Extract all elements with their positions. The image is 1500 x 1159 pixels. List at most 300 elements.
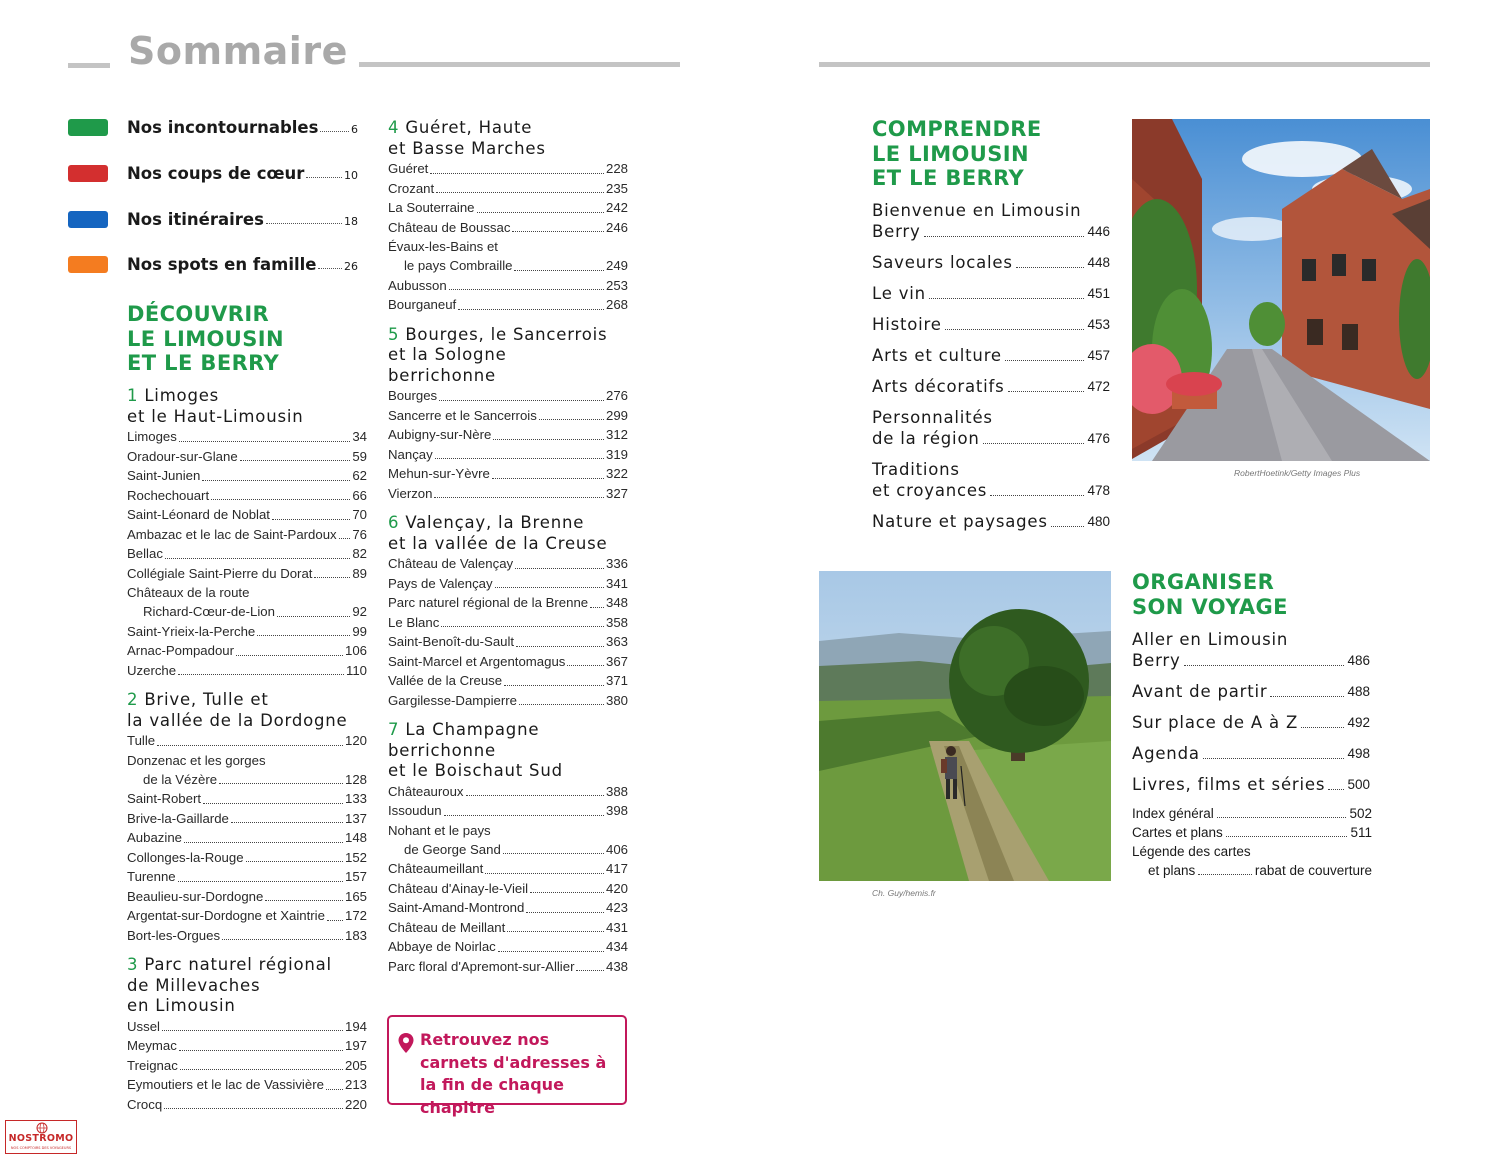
entry-list [388, 782, 628, 977]
leader-dots [1008, 391, 1085, 392]
section-title[interactable] [388, 720, 628, 782]
entry-label: Limoges [127, 429, 177, 444]
entry-page: 70 [352, 507, 367, 522]
entry-page: 492 [1347, 715, 1370, 730]
toc-entry[interactable] [127, 447, 367, 467]
entry-page: 82 [352, 546, 367, 561]
toc-entry[interactable] [127, 486, 367, 506]
leader-dots [590, 607, 604, 608]
toc-entry[interactable] [388, 574, 628, 594]
entry-label: Château de Valençay [388, 556, 514, 571]
toc-entry[interactable] [388, 840, 628, 860]
leader-dots [222, 939, 343, 940]
map-pin-icon [397, 1032, 415, 1054]
toc-entry[interactable] [127, 809, 367, 829]
logo-subtext: NOS COMPTOIRS DES VOYAGEURS [10, 1146, 72, 1150]
entry-list [127, 1017, 367, 1115]
section-title-line: Brive, Tulle et [144, 690, 269, 709]
entry-label: Saveurs locales [872, 253, 1013, 272]
toc-entry[interactable] [127, 926, 367, 946]
leader-dots [512, 231, 604, 232]
entry-page: 431 [605, 919, 628, 935]
leader-dots [179, 1050, 343, 1051]
toc-entry[interactable] [388, 652, 628, 672]
organiser-heading [1132, 570, 1288, 619]
toc-entry[interactable] [127, 622, 367, 642]
entry-label: Pays de Valençay [388, 575, 493, 591]
leader-dots [1226, 836, 1348, 837]
leader-dots [526, 912, 604, 913]
toc-entry-row [1132, 774, 1370, 795]
entry-page: 371 [605, 673, 628, 688]
toc-entry[interactable] [388, 484, 628, 504]
leader-dots [326, 1089, 343, 1090]
entry-label: Mehun-sur-Yèvre [388, 466, 490, 481]
highlight-coups-de-coeur[interactable] [68, 160, 358, 186]
toc-entry[interactable] [872, 314, 1110, 335]
leader-dots [178, 881, 343, 882]
toc-entry[interactable] [127, 731, 367, 751]
section-title[interactable] [127, 955, 367, 1017]
entry-label: Châteaumeillant [388, 861, 484, 876]
entry-page: rabat de couverture [1254, 863, 1372, 878]
entry-label: Richard-Cœur-de-Lion [143, 604, 275, 619]
toc-entry[interactable] [388, 957, 628, 977]
leader-dots [485, 873, 604, 874]
toc-entry[interactable] [388, 671, 628, 691]
organiser-list [1132, 629, 1370, 805]
toc-entry[interactable] [1132, 712, 1370, 733]
toc-entry[interactable] [388, 593, 628, 613]
toc-entry[interactable] [127, 466, 367, 486]
leader-dots [339, 538, 351, 539]
entry-label: Eymoutiers et le lac de Vassivière [127, 1077, 324, 1092]
toc-entry[interactable] [127, 1056, 367, 1076]
leader-dots [495, 587, 604, 588]
section-title-line: berrichonne [388, 740, 496, 760]
toc-entry[interactable] [1132, 823, 1372, 842]
toc-entry[interactable] [127, 1036, 367, 1056]
toc-entry-row [872, 511, 1110, 532]
section-number: 3 [127, 955, 139, 974]
toc-entry[interactable] [1132, 804, 1372, 823]
leader-dots [180, 1069, 343, 1070]
entry-page: 276 [605, 388, 628, 403]
toc-entry[interactable] [388, 691, 628, 711]
toc-entry[interactable] [388, 295, 628, 315]
toc-entry[interactable] [127, 1075, 367, 1095]
entry-list [388, 159, 628, 315]
section-title-line: Valençay, la Brenne [405, 513, 585, 532]
entry-label: Saint-Amand-Montrond [388, 900, 525, 915]
leader-dots [567, 665, 604, 666]
leader-dots [265, 900, 343, 901]
section-title-line: et le Haut-Limousin [127, 406, 304, 426]
toc-entry[interactable] [388, 386, 628, 406]
section-title[interactable] [127, 386, 367, 427]
leader-dots [493, 439, 604, 440]
entry-label: Crozant [388, 180, 435, 196]
toc-entry-row [872, 480, 1110, 501]
entry-page: 34 [352, 429, 367, 444]
section-7 [388, 720, 628, 976]
leader-dots [184, 842, 343, 843]
entry-label: Crocq [127, 1096, 163, 1112]
toc-entry-first-line: Évaux-les-Bains et [388, 239, 498, 254]
toc-entry[interactable] [872, 345, 1110, 366]
section-title[interactable] [388, 118, 628, 159]
section-number: 1 [127, 386, 139, 405]
leader-dots [266, 223, 342, 224]
entry-label: Ambazac et le lac de Saint-Pardoux [127, 526, 337, 542]
entry-page: 172 [344, 908, 367, 923]
toc-entry[interactable] [388, 464, 628, 484]
entry-page: 128 [344, 771, 367, 787]
entry-page: 89 [352, 565, 367, 581]
entry-page: 476 [1087, 431, 1110, 446]
entry-label: Arts décoratifs [872, 377, 1005, 396]
highlight-label: Nos incontournables [127, 117, 319, 137]
toc-entry[interactable] [872, 283, 1110, 304]
entry-label: le pays Combraille [404, 258, 513, 273]
section-4 [388, 118, 628, 315]
toc-entry[interactable] [388, 879, 628, 899]
section-title-line: en Limousin [127, 996, 236, 1015]
leader-dots [983, 443, 1085, 444]
toc-entry[interactable] [388, 406, 628, 426]
entry-page: 246 [605, 219, 628, 235]
leader-dots [514, 270, 604, 271]
toc-entry-row [872, 221, 1110, 242]
toc-entry[interactable] [388, 218, 628, 238]
callout-text: Retrouvez nos carnets d'adresses à la fin de chaque chapitre [420, 1030, 607, 1117]
entry-page: 423 [605, 900, 628, 915]
section-number: 4 [388, 118, 400, 137]
toc-entry[interactable] [872, 511, 1110, 532]
toc-entry[interactable] [388, 613, 628, 633]
heading-line: COMPRENDRE [872, 117, 1042, 141]
entry-page: 157 [344, 869, 367, 884]
entry-page: 59 [352, 448, 367, 464]
leader-dots [277, 616, 350, 617]
toc-entry[interactable] [1132, 681, 1370, 702]
toc-entry[interactable] [388, 179, 628, 199]
highlight-spots-famille[interactable] [68, 251, 358, 277]
toc-entry[interactable] [127, 641, 367, 661]
leader-dots [1301, 727, 1344, 728]
toc-entry[interactable] [127, 867, 367, 887]
entry-page: 66 [352, 487, 367, 503]
toc-entry[interactable] [127, 525, 367, 545]
logo-text: NOSTROMO [8, 1133, 74, 1144]
toc-entry[interactable] [388, 859, 628, 879]
toc-entry[interactable] [388, 801, 628, 821]
entry-page: 488 [1347, 684, 1370, 699]
entry-label: Parc floral d'Apremont-sur-Allier [388, 958, 575, 974]
toc-entry[interactable] [1132, 861, 1372, 880]
toc-entry[interactable] [388, 425, 628, 445]
leader-dots [1016, 267, 1085, 268]
toc-entry[interactable] [388, 554, 628, 574]
section-title[interactable] [127, 690, 367, 731]
toc-entry[interactable] [872, 252, 1110, 273]
highlight-page: 18 [344, 214, 358, 228]
toc-entry[interactable] [127, 906, 367, 926]
toc-entry[interactable] [388, 937, 628, 957]
section-title-line: et Basse Marches [388, 138, 546, 158]
section-title-line: et la Sologne [388, 345, 507, 364]
leader-dots [990, 495, 1084, 496]
entry-label: Berry [1132, 651, 1181, 670]
toc-entry-row [1132, 712, 1370, 733]
section-title-line: La Champagne [405, 720, 540, 739]
toc-entry[interactable] [127, 848, 367, 868]
section-title[interactable] [388, 513, 628, 554]
leader-dots [576, 970, 604, 971]
toc-entry[interactable] [127, 602, 367, 622]
toc-entry-row [1132, 681, 1370, 702]
heading-line: ET LE BERRY [127, 351, 280, 375]
entry-page: 213 [344, 1077, 367, 1092]
entry-label: Bourganeuf [388, 297, 457, 312]
entry-label: Saint-Benoît-du-Sault [388, 634, 515, 649]
entry-page: 312 [605, 427, 628, 442]
leader-dots [435, 458, 604, 459]
entry-label: Cartes et plans [1132, 825, 1223, 840]
entry-page: 235 [605, 180, 628, 196]
leader-dots [436, 192, 604, 193]
entry-page: 363 [605, 634, 628, 649]
green-marker [68, 119, 108, 136]
entry-page: 348 [605, 595, 628, 610]
leader-dots [219, 783, 343, 784]
highlight-page: 6 [351, 122, 358, 136]
leader-dots [539, 419, 604, 420]
entry-label: Bellac [127, 546, 163, 561]
entry-page: 220 [344, 1096, 367, 1112]
entry-page: 299 [605, 407, 628, 423]
toc-entry-first-line: Aller en Limousin [1132, 630, 1289, 649]
entry-page: 480 [1087, 514, 1110, 529]
leader-dots [327, 920, 343, 921]
entry-label: Livres, films et séries [1132, 775, 1326, 794]
comprendre-heading [872, 117, 1042, 191]
entry-label: Collonges-la-Rouge [127, 849, 244, 865]
entry-page: 242 [605, 200, 628, 215]
entry-label: Le vin [872, 284, 926, 303]
entry-label: Ussel [127, 1018, 160, 1034]
toc-entry[interactable] [127, 789, 367, 809]
entry-label: Oradour-sur-Glane [127, 448, 238, 464]
entry-label: La Souterraine [388, 200, 475, 215]
leader-dots [1051, 526, 1085, 527]
entry-page: 417 [605, 861, 628, 876]
leader-dots [1184, 665, 1345, 666]
toc-entry[interactable] [872, 200, 1110, 242]
toc-entry[interactable] [388, 256, 628, 276]
entry-label: Nature et paysages [872, 512, 1048, 531]
entry-page: 358 [605, 614, 628, 630]
hiker-landscape-photo [819, 571, 1111, 881]
leader-dots [439, 400, 604, 401]
entry-page: 228 [605, 161, 628, 176]
toc-entry[interactable] [127, 828, 367, 848]
entry-page: 99 [352, 623, 367, 639]
entry-label: Meymac [127, 1038, 177, 1053]
toc-column-2 [388, 118, 628, 977]
entry-page: 478 [1087, 483, 1110, 498]
nostromo-logo [5, 1120, 77, 1154]
entry-page: 137 [344, 810, 367, 826]
entry-label: Saint-Robert [127, 791, 202, 806]
organiser-small-list [1132, 804, 1372, 880]
leader-dots [231, 822, 343, 823]
toc-entry[interactable] [872, 407, 1110, 449]
leader-dots [444, 815, 604, 816]
entry-page: 197 [344, 1038, 367, 1053]
toc-entry[interactable] [388, 445, 628, 465]
toc-entry[interactable] [388, 782, 628, 802]
toc-entry[interactable] [872, 459, 1110, 501]
leader-dots [434, 497, 604, 498]
leader-dots [504, 685, 604, 686]
toc-entry[interactable] [388, 276, 628, 296]
toc-entry-row [872, 314, 1110, 335]
toc-entry[interactable] [127, 427, 367, 447]
title-rule-right [819, 62, 1430, 67]
carnets-callout [387, 1015, 627, 1117]
red-marker [68, 165, 108, 182]
toc-entry[interactable] [127, 887, 367, 907]
toc-entry-first-line: Bienvenue en Limousin [872, 201, 1082, 220]
toc-entry[interactable] [1132, 629, 1370, 671]
toc-entry-row [872, 376, 1110, 397]
decouvrir-heading [127, 302, 284, 376]
highlight-page: 26 [344, 259, 358, 273]
entry-label: Saint-Marcel et Argentomagus [388, 653, 566, 669]
section-title-line: la vallée de la Dordogne [127, 710, 348, 730]
toc-entry[interactable] [1132, 774, 1370, 795]
toc-entry[interactable] [127, 1017, 367, 1037]
section-number: 6 [388, 513, 400, 532]
toc-entry[interactable] [872, 376, 1110, 397]
entry-label: Sancerre et le Sancerrois [388, 407, 537, 423]
heading-line: DÉCOUVRIR [127, 302, 270, 326]
entry-label: Nançay [388, 446, 433, 462]
leader-dots [498, 951, 604, 952]
entry-label: de la Vézère [143, 771, 218, 787]
toc-entry[interactable] [388, 198, 628, 218]
toc-entry[interactable] [388, 632, 628, 652]
entry-label: Arnac-Pompadour [127, 643, 235, 658]
entry-page: 327 [605, 485, 628, 501]
entry-label: Sur place de A à Z [1132, 713, 1299, 732]
leader-dots [449, 289, 604, 290]
entry-label: Histoire [872, 315, 942, 334]
toc-entry-first-line: Personnalités [872, 408, 993, 427]
entry-label: Parc naturel régional de la Brenne [388, 595, 589, 610]
toc-entry[interactable] [127, 505, 367, 525]
toc-entry[interactable] [127, 661, 367, 681]
toc-entry-first-line: Nohant et le pays [388, 822, 491, 838]
entry-page: 448 [1087, 255, 1110, 270]
leader-dots [1203, 758, 1345, 759]
entry-page: 76 [352, 526, 367, 542]
leader-dots [945, 329, 1085, 330]
highlight-itineraires[interactable] [68, 206, 358, 232]
entry-page: 205 [344, 1057, 367, 1073]
leader-dots [1217, 817, 1347, 818]
toc-entry[interactable] [127, 544, 367, 564]
leader-dots [164, 1108, 343, 1109]
photo-credit-hiker: Ch. Guy/hemis.fr [872, 888, 936, 898]
highlight-incontournables[interactable] [68, 114, 358, 140]
leader-dots [236, 655, 343, 656]
toc-entry-first-line: Donzenac et les gorges [127, 752, 266, 768]
toc-entry[interactable] [127, 770, 367, 790]
entry-label: Avant de partir [1132, 682, 1268, 701]
toc-entry[interactable] [388, 898, 628, 918]
entry-page: 472 [1087, 379, 1110, 394]
entry-list [388, 386, 628, 503]
entry-list [127, 731, 367, 945]
toc-entry-row [872, 283, 1110, 304]
entry-page: 500 [1347, 777, 1370, 792]
heading-line: LE LIMOUSIN [127, 326, 284, 351]
entry-page: 420 [605, 880, 628, 896]
leader-dots [179, 441, 350, 442]
leader-dots [314, 577, 350, 578]
toc-entry[interactable] [1132, 743, 1370, 764]
leader-dots [477, 212, 604, 213]
leader-dots [203, 803, 343, 804]
section-title-line: Parc naturel régional [144, 955, 332, 974]
toc-entry-first-line: Châteaux de la route [127, 585, 250, 600]
entry-page: 336 [605, 556, 628, 571]
leader-dots [211, 499, 350, 500]
leader-dots [929, 298, 1085, 299]
entry-list [388, 554, 628, 710]
toc-entry[interactable] [127, 564, 367, 584]
leader-dots [318, 268, 342, 269]
title-rule-left [68, 63, 110, 68]
entry-label: Uzerche [127, 662, 177, 678]
section-title[interactable] [388, 325, 628, 387]
leader-dots [507, 931, 604, 932]
entry-label: Château d'Ainay-le-Vieil [388, 880, 529, 896]
entry-label: Vallée de la Creuse [388, 673, 503, 688]
leader-dots [515, 568, 604, 569]
entry-label: Aubusson [388, 277, 447, 293]
leader-dots [306, 177, 342, 178]
entry-label: Le Blanc [388, 614, 440, 630]
entry-page: 322 [605, 466, 628, 481]
toc-entry[interactable] [127, 1095, 367, 1115]
section-title-line: de Millevaches [127, 975, 261, 995]
entry-label: Gargilesse-Dampierre [388, 692, 517, 708]
entry-label: Berry [872, 222, 921, 241]
toc-entry[interactable] [388, 159, 628, 179]
toc-entry-first-line: Traditions [872, 460, 960, 479]
entry-page: 110 [345, 662, 367, 678]
heading-line: ET LE BERRY [872, 166, 1025, 190]
toc-entry-row [1132, 743, 1370, 764]
leader-dots [202, 480, 350, 481]
entry-page: 388 [605, 783, 628, 799]
toc-entry-row [872, 252, 1110, 273]
toc-entry[interactable] [388, 918, 628, 938]
toc-entry-first-line: Légende des cartes [1132, 844, 1251, 859]
